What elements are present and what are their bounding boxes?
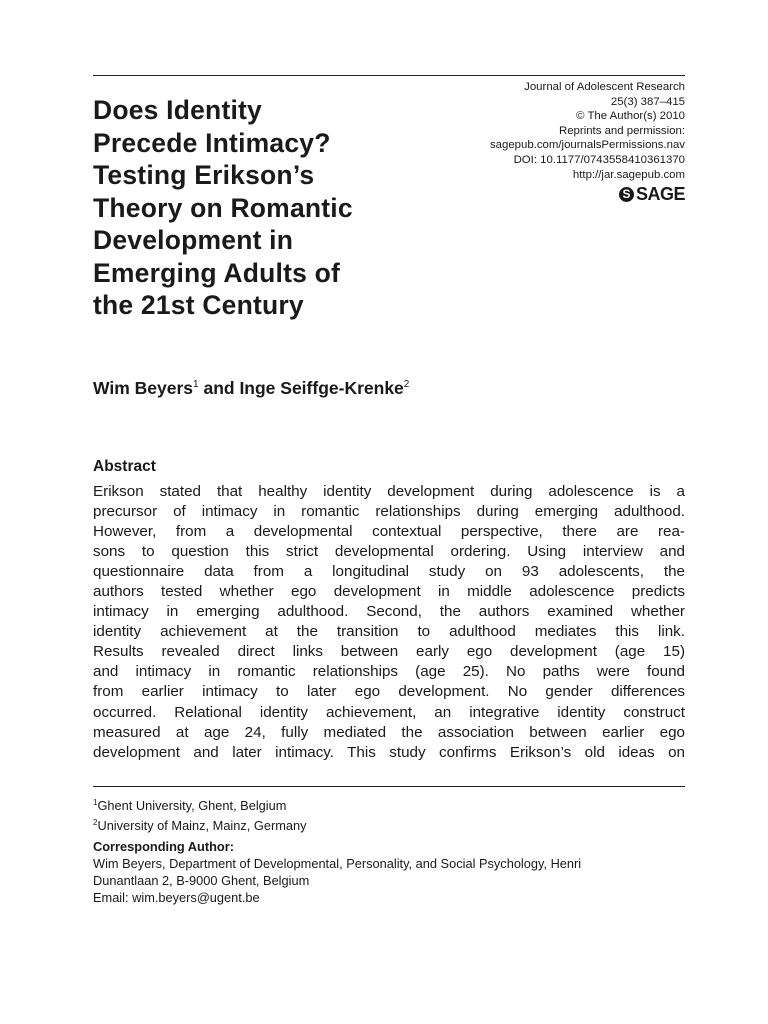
abstract-line: occurred. Relational identity achievement, an integrative identity construct: [93, 703, 685, 721]
author-list: [93, 378, 409, 399]
affiliation-marker: 1: [93, 798, 98, 807]
abstract-line: authors tested whether ego development in middle adolescence predicts: [93, 583, 685, 601]
author-affiliation-marker: 2: [403, 379, 410, 390]
reprints-label: Reprints and permission:: [559, 124, 685, 137]
abstract-line: sons to question this strict developmental ordering. Using interview and: [93, 543, 685, 561]
abstract-heading: Abstract: [93, 458, 156, 475]
corresponding-email[interactable]: Email: wim.beyers@ugent.be: [93, 890, 260, 905]
title-line: the 21st Century: [93, 290, 304, 320]
author-name: Inge Seiffge-Krenke: [239, 378, 404, 398]
header-rule: [93, 75, 685, 76]
sage-logo-text: SAGE: [635, 184, 685, 204]
affiliation-text: University of Mainz, Mainz, Germany: [97, 817, 307, 833]
journal-url[interactable]: http://jar.sagepub.com: [572, 168, 685, 181]
affiliation-item: [93, 795, 307, 815]
sage-logo: [619, 184, 685, 204]
permissions-link[interactable]: sagepub.com/journalsPermissions.nav: [489, 139, 685, 152]
sage-logo-icon: S: [619, 187, 634, 202]
abstract-line: precursor of intimacy in romantic relationships during emerging adulthood.: [93, 503, 685, 521]
abstract-line: Erikson stated that healthy identity development during adolescence is a: [93, 483, 685, 500]
corresponding-author: [93, 838, 581, 906]
author-affiliation-marker: 1: [193, 379, 199, 390]
copyright: © The Author(s) 2010: [576, 110, 685, 123]
article-title: [93, 94, 423, 322]
title-line: Does Identity: [93, 95, 262, 125]
affiliation-item: [93, 815, 307, 835]
abstract-line: development and later intimacy. This study confirms Erikson’s old ideas on: [93, 743, 685, 761]
footnote-rule: [93, 786, 685, 787]
title-line: Theory on Romantic: [93, 192, 353, 223]
affiliations: [93, 795, 307, 834]
journal-info: [385, 80, 685, 182]
abstract-line: intimacy in emerging adulthood. Second, the authors examined whether: [93, 603, 685, 621]
corresponding-address: Dunantlaan 2, B-9000 Ghent, Belgium: [93, 873, 310, 888]
abstract-line: identity achievement at the transition to adulthood mediates this link.: [93, 623, 685, 641]
title-line: Precede Intimacy?: [93, 127, 331, 158]
journal-volume: 25(3) 387–415: [610, 95, 685, 108]
journal-name: Journal of Adolescent Research: [524, 81, 685, 93]
corresponding-author-heading: Corresponding Author:: [93, 839, 234, 854]
author-name: Wim Beyers: [93, 378, 194, 398]
corresponding-address: Wim Beyers, Department of Developmental, Personality, and Social Psychology, Henri: [93, 856, 582, 871]
abstract-line: questionnaire data from a longitudinal study on 93 adolescents, the: [93, 563, 685, 581]
affiliation-marker: 2: [93, 817, 98, 827]
abstract-line: and intimacy in romantic relationships (age 25). No paths were found: [93, 663, 685, 681]
affiliation-text: Ghent University, Ghent, Belgium: [97, 798, 287, 813]
abstract-line: However, from a developmental contextual perspective, there are rea-: [93, 523, 685, 541]
author-connector: and: [198, 378, 240, 398]
abstract-line: measured at age 24, fully mediated the association between earlier ego: [93, 723, 685, 741]
abstract-line: Results revealed direct links between early ego development (age 15): [93, 643, 685, 661]
doi[interactable]: DOI: 10.1177/0743558410361370: [513, 153, 685, 166]
title-line: Emerging Adults of: [93, 257, 341, 288]
abstract-body: [93, 482, 685, 763]
title-line: Development in: [93, 225, 294, 255]
title-line: Testing Erikson’s: [93, 160, 315, 190]
abstract-line: from earlier intimacy to later ego development. No gender differences: [93, 683, 685, 701]
